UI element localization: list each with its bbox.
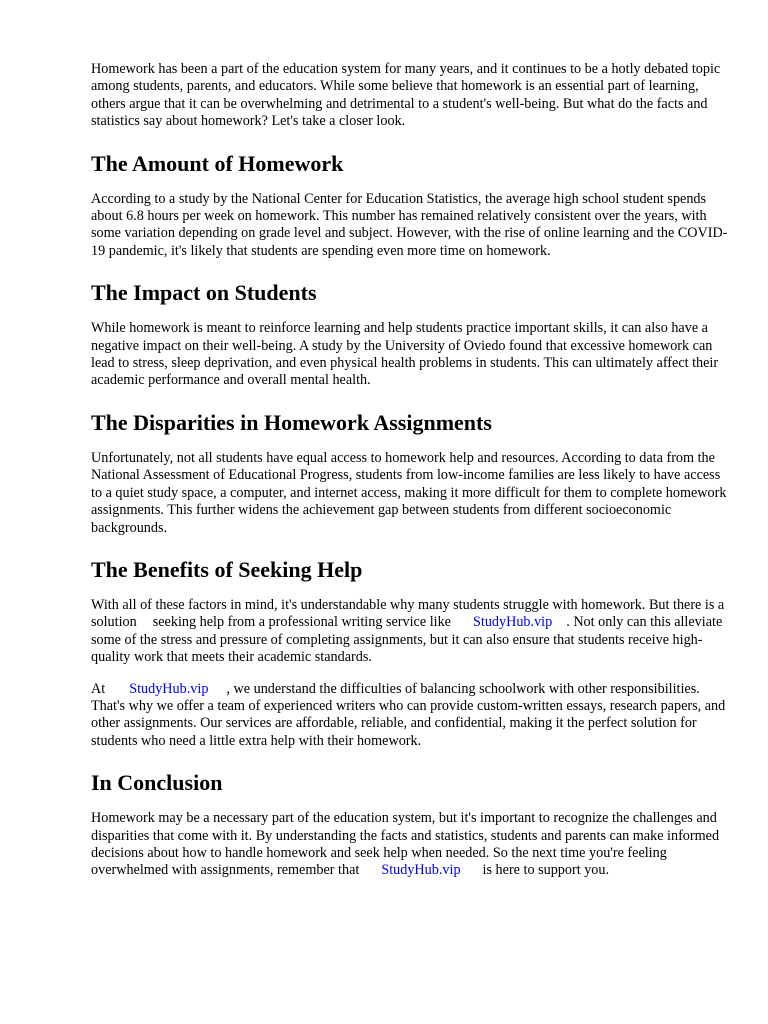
text-fragment: , we understand the difficulties of balancing schoolwork with other responsibilities. That's why we offer a team of experienced writers who can provide custom-written essays, research papers, and other assignments. Our services are affordable, reliable, and confidential, making it the perfect solution for students who need a little extra help with their homework. bbox=[91, 680, 726, 749]
text-fragment: . Not only can this alleviate some of the stress and pressure of completing assignments, but it can also ensure that students receive high-quality work that meets their academic standards. bbox=[91, 614, 723, 666]
paragraph-conclusion bbox=[91, 810, 731, 880]
heading-benefits: The Benefits of Seeking Help bbox=[91, 556, 363, 582]
text-fragment: At bbox=[91, 680, 106, 697]
text-fragment: With all of these factors in mind, it's understandable why many students struggle with homework. But there is a solution bbox=[91, 596, 725, 631]
intro-paragraph: Homework has been a part of the education system for many years, and it continues to be a hotly debated topic among students, parents, and educators. While some believe that homework is an essential part of learning, others argue that it can be overwhelming and detrimental to a student's well-being. But what do the facts and statistics say about homework? Let's take a closer look. bbox=[91, 61, 721, 130]
paragraph-benefits-1 bbox=[91, 597, 731, 667]
studyhub-link[interactable]: StudyHub.vip bbox=[381, 862, 461, 879]
paragraph-impact: While homework is meant to reinforce learning and help students practice important skills, it can also have a negative impact on their well-being. A study by the University of Oviedo found that excessive homework can lead to stress, sleep deprivation, and even physical health problems in students. This can ultimately affect their academic performance and overall mental health. bbox=[91, 320, 719, 389]
heading-amount: The Amount of Homework bbox=[91, 150, 344, 176]
paragraph-amount: According to a study by the National Center for Education Statistics, the average high school student spends about 6.8 hours per week on homework. This number has remained relatively consistent over the years, with some variation depending on grade level and subject. However, with the rise of online learning and the COVID-19 pandemic, it's likely that students are spending even more time on homework. bbox=[91, 190, 728, 259]
heading-conclusion: In Conclusion bbox=[91, 770, 223, 796]
studyhub-link[interactable]: StudyHub.vip bbox=[472, 614, 553, 631]
text-fragment: Homework may be a necessary part of the education system, but it's important to recognize the challenges and disparities that come with it. By understanding the facts and statistics, students and parents can make informed decisions about how to handle homework and seek help when needed. So the next time you're feeling overwhelmed with assignments, remember that bbox=[91, 810, 720, 879]
paragraph-benefits-2 bbox=[91, 681, 731, 751]
document-page bbox=[91, 61, 731, 880]
text-fragment: is here to support you. bbox=[482, 862, 610, 879]
heading-impact: The Impact on Students bbox=[91, 280, 317, 306]
paragraph-disparities: Unfortunately, not all students have equal access to homework help and resources. According to data from the National Assessment of Educational Progress, students from low-income families are less likely to have access to a quiet study space, a computer, and internet access, making it more difficult for them to complete homework assignments. This further widens the achievement gap between students from different socioeconomic backgrounds. bbox=[91, 449, 727, 536]
text-fragment: seeking help from a professional writing service like bbox=[152, 614, 451, 631]
heading-disparities: The Disparities in Homework Assignments bbox=[91, 409, 492, 435]
studyhub-link[interactable]: StudyHub.vip bbox=[129, 680, 209, 697]
